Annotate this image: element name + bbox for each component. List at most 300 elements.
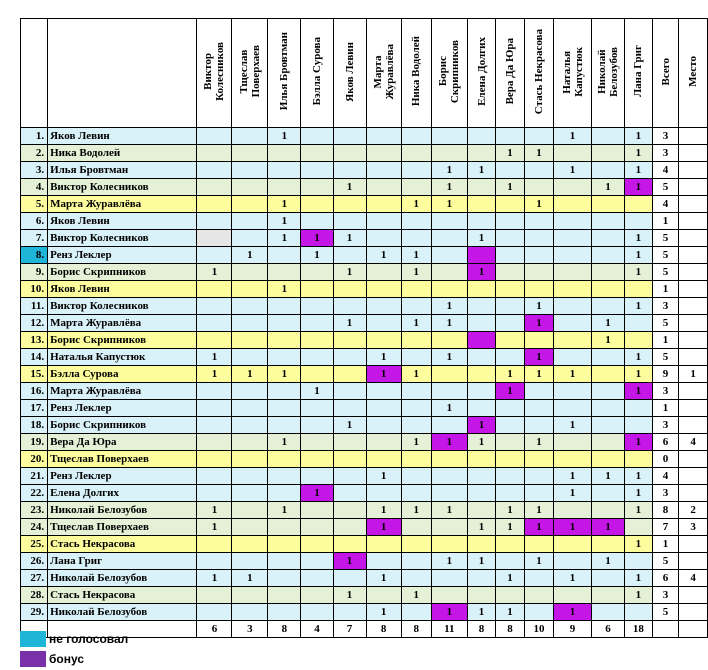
vote-cell [268, 162, 301, 179]
vote-cell [591, 281, 624, 298]
vote-cell [333, 145, 366, 162]
vote-cell [333, 281, 366, 298]
vote-cell [591, 451, 624, 468]
vote-cell: 1 [333, 553, 366, 570]
row-total: 5 [652, 604, 679, 621]
vote-cell: 1 [625, 587, 653, 604]
vote-cell [197, 536, 232, 553]
vote-cell [401, 213, 431, 230]
vote-cell [401, 349, 431, 366]
row-total: 9 [652, 366, 679, 383]
vote-cell [401, 604, 431, 621]
row-name: Виктор Колесников [48, 298, 197, 315]
row-number: 23. [21, 502, 48, 519]
table-row [21, 315, 708, 332]
vote-cell [401, 485, 431, 502]
vote-cell [366, 128, 401, 145]
row-total: 1 [652, 400, 679, 417]
vote-cell [591, 264, 624, 281]
row-place [679, 604, 708, 621]
column-header [591, 19, 624, 128]
vote-cell [431, 485, 467, 502]
vote-cell: 1 [431, 315, 467, 332]
row-name: Ренз Леклер [48, 400, 197, 417]
table-row [21, 213, 708, 230]
vote-cell [467, 179, 495, 196]
vote-cell: 1 [366, 502, 401, 519]
vote-cell [197, 230, 232, 247]
vote-cell [366, 400, 401, 417]
row-total: 5 [652, 264, 679, 281]
vote-cell [301, 349, 333, 366]
row-place: 1 [679, 366, 708, 383]
column-header [554, 19, 592, 128]
table-row [21, 264, 708, 281]
vote-cell [496, 196, 524, 213]
vote-cell: 1 [467, 604, 495, 621]
column-header-label: Николай Белозубов [596, 46, 621, 97]
vote-cell [591, 383, 624, 400]
column-header [333, 19, 366, 128]
row-number: 12. [21, 315, 48, 332]
vote-cell: 1 [333, 264, 366, 281]
vote-cell [333, 366, 366, 383]
row-total: 3 [652, 383, 679, 400]
row-place [679, 128, 708, 145]
vote-cell [268, 179, 301, 196]
vote-cell: 1 [268, 281, 301, 298]
vote-cell: 1 [554, 604, 592, 621]
vote-cell: 1 [591, 179, 624, 196]
vote-cell [301, 145, 333, 162]
vote-cell [301, 570, 333, 587]
vote-cell: 1 [401, 196, 431, 213]
vote-cell: 1 [431, 604, 467, 621]
row-place [679, 281, 708, 298]
vote-cell [625, 315, 653, 332]
table-row [21, 196, 708, 213]
column-header [467, 19, 495, 128]
vote-cell [591, 213, 624, 230]
row-number: 9. [21, 264, 48, 281]
vote-cell [333, 128, 366, 145]
vote-cell: 1 [333, 179, 366, 196]
vote-cell [333, 604, 366, 621]
vote-cell [431, 332, 467, 349]
vote-cell: 1 [625, 434, 653, 451]
vote-cell: 1 [268, 434, 301, 451]
vote-cell: 1 [524, 366, 553, 383]
vote-cell [554, 281, 592, 298]
vote-cell [197, 553, 232, 570]
row-name: Николай Белозубов [48, 604, 197, 621]
row-number: 3. [21, 162, 48, 179]
vote-cell [232, 587, 268, 604]
vote-cell: 1 [232, 247, 268, 264]
row-name: Ника Водолей [48, 145, 197, 162]
vote-cell: 1 [401, 502, 431, 519]
vote-cell [366, 434, 401, 451]
vote-cell [401, 519, 431, 536]
vote-cell [467, 315, 495, 332]
vote-cell: 1 [496, 179, 524, 196]
vote-cell [268, 349, 301, 366]
vote-cell: 1 [496, 145, 524, 162]
vote-cell [467, 349, 495, 366]
row-place [679, 230, 708, 247]
vote-cell [366, 417, 401, 434]
row-total: 6 [652, 570, 679, 587]
vote-cell [197, 434, 232, 451]
row-name: Илья Бровтман [48, 162, 197, 179]
total-header-label: Всего [659, 57, 672, 86]
row-place [679, 383, 708, 400]
vote-cell: 1 [524, 196, 553, 213]
vote-cell [554, 553, 592, 570]
row-number: 28. [21, 587, 48, 604]
vote-cell [401, 332, 431, 349]
vote-cell [301, 468, 333, 485]
vote-cell [401, 145, 431, 162]
vote-cell [496, 417, 524, 434]
vote-cell [401, 536, 431, 553]
column-total: 10 [524, 621, 553, 638]
vote-cell [301, 264, 333, 281]
vote-cell [366, 485, 401, 502]
vote-cell [197, 213, 232, 230]
table-row [21, 502, 708, 519]
vote-cell [467, 400, 495, 417]
row-number: 6. [21, 213, 48, 230]
column-header-label: Елена Долгих [475, 37, 488, 106]
vote-cell [232, 332, 268, 349]
table-row [21, 332, 708, 349]
row-name: Николай Белозубов [48, 502, 197, 519]
row-place: 3 [679, 519, 708, 536]
vote-cell: 1 [301, 383, 333, 400]
vote-cell [496, 468, 524, 485]
vote-cell [591, 162, 624, 179]
row-total: 3 [652, 417, 679, 434]
vote-cell [591, 349, 624, 366]
vote-cell: 1 [401, 587, 431, 604]
vote-cell [268, 145, 301, 162]
column-total: 8 [366, 621, 401, 638]
row-name: Борис Скрипников [48, 417, 197, 434]
vote-cell [524, 264, 553, 281]
column-total: 3 [232, 621, 268, 638]
vote-cell: 1 [496, 570, 524, 587]
vote-cell [401, 383, 431, 400]
vote-cell [524, 128, 553, 145]
vote-cell [554, 536, 592, 553]
footer-empty-cell [652, 621, 679, 638]
vote-cell [524, 587, 553, 604]
vote-cell [496, 536, 524, 553]
vote-cell: 1 [554, 485, 592, 502]
vote-cell [496, 230, 524, 247]
vote-cell: 1 [591, 468, 624, 485]
table-row [21, 434, 708, 451]
row-name: Наталья Капустюк [48, 349, 197, 366]
row-total: 4 [652, 468, 679, 485]
vote-cell [431, 213, 467, 230]
row-number: 25. [21, 536, 48, 553]
vote-cell [197, 604, 232, 621]
table-row [21, 145, 708, 162]
vote-cell: 1 [554, 162, 592, 179]
vote-cell [431, 570, 467, 587]
vote-cell [301, 587, 333, 604]
vote-cell [401, 298, 431, 315]
vote-cell [333, 332, 366, 349]
vote-cell [333, 162, 366, 179]
vote-cell [524, 570, 553, 587]
vote-cell: 1 [197, 502, 232, 519]
vote-cell [232, 162, 268, 179]
vote-cell [197, 162, 232, 179]
vote-cell: 1 [496, 502, 524, 519]
row-name: Стась Некрасова [48, 536, 197, 553]
row-place [679, 587, 708, 604]
vote-cell [591, 298, 624, 315]
column-header [197, 19, 232, 128]
table-row [21, 281, 708, 298]
table-row [21, 468, 708, 485]
row-name: Яков Левин [48, 281, 197, 298]
table-row [21, 128, 708, 145]
row-place [679, 247, 708, 264]
vote-cell [232, 213, 268, 230]
vote-cell [625, 213, 653, 230]
vote-cell: 1 [496, 366, 524, 383]
vote-cell: 1 [496, 383, 524, 400]
vote-cell [431, 468, 467, 485]
row-place: 4 [679, 434, 708, 451]
vote-cell [591, 587, 624, 604]
row-number: 2. [21, 145, 48, 162]
vote-cell [366, 230, 401, 247]
vote-cell [333, 468, 366, 485]
column-header [301, 19, 333, 128]
vote-cell [431, 247, 467, 264]
vote-cell [591, 196, 624, 213]
vote-cell [366, 451, 401, 468]
vote-cell [496, 332, 524, 349]
vote-cell [401, 468, 431, 485]
legend-not-voted [20, 630, 128, 648]
total-header [652, 19, 679, 128]
column-header [268, 19, 301, 128]
vote-cell [524, 230, 553, 247]
vote-cell: 1 [366, 604, 401, 621]
vote-cell [401, 553, 431, 570]
vote-cell [232, 196, 268, 213]
table-row [21, 162, 708, 179]
row-total: 1 [652, 213, 679, 230]
vote-cell [401, 128, 431, 145]
vote-cell: 1 [268, 196, 301, 213]
vote-cell [467, 536, 495, 553]
place-header [679, 19, 708, 128]
vote-cell [333, 213, 366, 230]
legend-swatch [20, 651, 46, 667]
row-number: 10. [21, 281, 48, 298]
vote-cell: 1 [232, 570, 268, 587]
column-header-label: Лана Григ [632, 45, 645, 98]
row-place: 4 [679, 570, 708, 587]
vote-cell [467, 587, 495, 604]
vote-cell [268, 383, 301, 400]
vote-cell [301, 417, 333, 434]
vote-cell [232, 417, 268, 434]
vote-cell: 1 [197, 366, 232, 383]
vote-cell [467, 502, 495, 519]
vote-cell [366, 264, 401, 281]
legend-label: бонус [49, 652, 85, 666]
vote-cell [496, 247, 524, 264]
vote-cell [554, 247, 592, 264]
vote-cell [366, 383, 401, 400]
vote-cell [431, 417, 467, 434]
column-total: 6 [197, 621, 232, 638]
vote-cell [197, 485, 232, 502]
vote-cell [232, 128, 268, 145]
row-total: 1 [652, 281, 679, 298]
vote-cell [232, 264, 268, 281]
vote-cell: 1 [625, 230, 653, 247]
vote-cell [496, 162, 524, 179]
vote-cell: 1 [467, 434, 495, 451]
vote-cell [268, 400, 301, 417]
vote-cell [591, 570, 624, 587]
vote-cell [301, 604, 333, 621]
vote-cell: 1 [366, 519, 401, 536]
vote-cell [401, 281, 431, 298]
row-number: 15. [21, 366, 48, 383]
vote-cell [232, 400, 268, 417]
row-number: 24. [21, 519, 48, 536]
column-header-label: Наталья Капустюк [560, 46, 585, 97]
vote-cell: 1 [467, 553, 495, 570]
row-place [679, 417, 708, 434]
vote-cell [301, 400, 333, 417]
row-number: 17. [21, 400, 48, 417]
vote-cell [366, 298, 401, 315]
table-row [21, 366, 708, 383]
vote-cell: 1 [524, 519, 553, 536]
vote-cell [301, 196, 333, 213]
vote-cell: 1 [431, 298, 467, 315]
vote-cell [591, 400, 624, 417]
row-number: 29. [21, 604, 48, 621]
column-total: 11 [431, 621, 467, 638]
vote-cell: 1 [625, 502, 653, 519]
vote-cell [197, 145, 232, 162]
vote-cell [467, 451, 495, 468]
vote-cell [496, 485, 524, 502]
vote-cell: 1 [496, 519, 524, 536]
vote-cell [401, 400, 431, 417]
vote-cell: 1 [625, 570, 653, 587]
vote-cell [366, 536, 401, 553]
row-place [679, 400, 708, 417]
vote-cell [301, 179, 333, 196]
vote-cell: 1 [268, 366, 301, 383]
row-name: Вера Да Юра [48, 434, 197, 451]
vote-cell [591, 366, 624, 383]
vote-cell [197, 451, 232, 468]
vote-cell: 1 [268, 230, 301, 247]
vote-cell [197, 281, 232, 298]
vote-cell: 1 [401, 247, 431, 264]
row-number: 13. [21, 332, 48, 349]
row-name: Виктор Колесников [48, 230, 197, 247]
vote-cell [496, 213, 524, 230]
vote-cell [496, 315, 524, 332]
vote-cell [333, 502, 366, 519]
vote-cell: 1 [366, 349, 401, 366]
vote-cell [301, 281, 333, 298]
row-name: Тщеслав Поверхаев [48, 519, 197, 536]
vote-cell [554, 264, 592, 281]
row-number: 18. [21, 417, 48, 434]
vote-cell: 1 [333, 315, 366, 332]
row-place [679, 213, 708, 230]
vote-cell [496, 281, 524, 298]
vote-cell: 1 [554, 417, 592, 434]
vote-cell [496, 400, 524, 417]
table-row [21, 230, 708, 247]
vote-cell [524, 536, 553, 553]
vote-cell: 1 [301, 230, 333, 247]
row-name: Яков Левин [48, 128, 197, 145]
vote-cell [496, 349, 524, 366]
vote-cell: 1 [625, 264, 653, 281]
vote-cell [268, 468, 301, 485]
place-header-label: Место [687, 56, 700, 87]
vote-cell [268, 332, 301, 349]
vote-cell [366, 553, 401, 570]
vote-cell [524, 247, 553, 264]
vote-cell [431, 264, 467, 281]
vote-cell [467, 213, 495, 230]
vote-cell [268, 451, 301, 468]
vote-cell: 1 [197, 519, 232, 536]
header-row [21, 19, 708, 128]
vote-cell [232, 468, 268, 485]
vote-cell [467, 298, 495, 315]
vote-cell: 1 [554, 366, 592, 383]
vote-cell [333, 298, 366, 315]
column-total: 9 [554, 621, 592, 638]
vote-cell [467, 366, 495, 383]
vote-cell [197, 179, 232, 196]
column-header-label: Виктор Колесников [202, 42, 227, 101]
row-total: 1 [652, 332, 679, 349]
vote-cell [232, 553, 268, 570]
vote-cell [301, 553, 333, 570]
legend-swatch [20, 631, 46, 647]
column-header-label: Тщеслав Поверхаев [237, 45, 262, 98]
vote-cell [591, 502, 624, 519]
row-number: 19. [21, 434, 48, 451]
vote-cell: 1 [524, 298, 553, 315]
vote-cell: 1 [625, 536, 653, 553]
vote-cell [232, 230, 268, 247]
row-place [679, 451, 708, 468]
vote-cell [232, 604, 268, 621]
